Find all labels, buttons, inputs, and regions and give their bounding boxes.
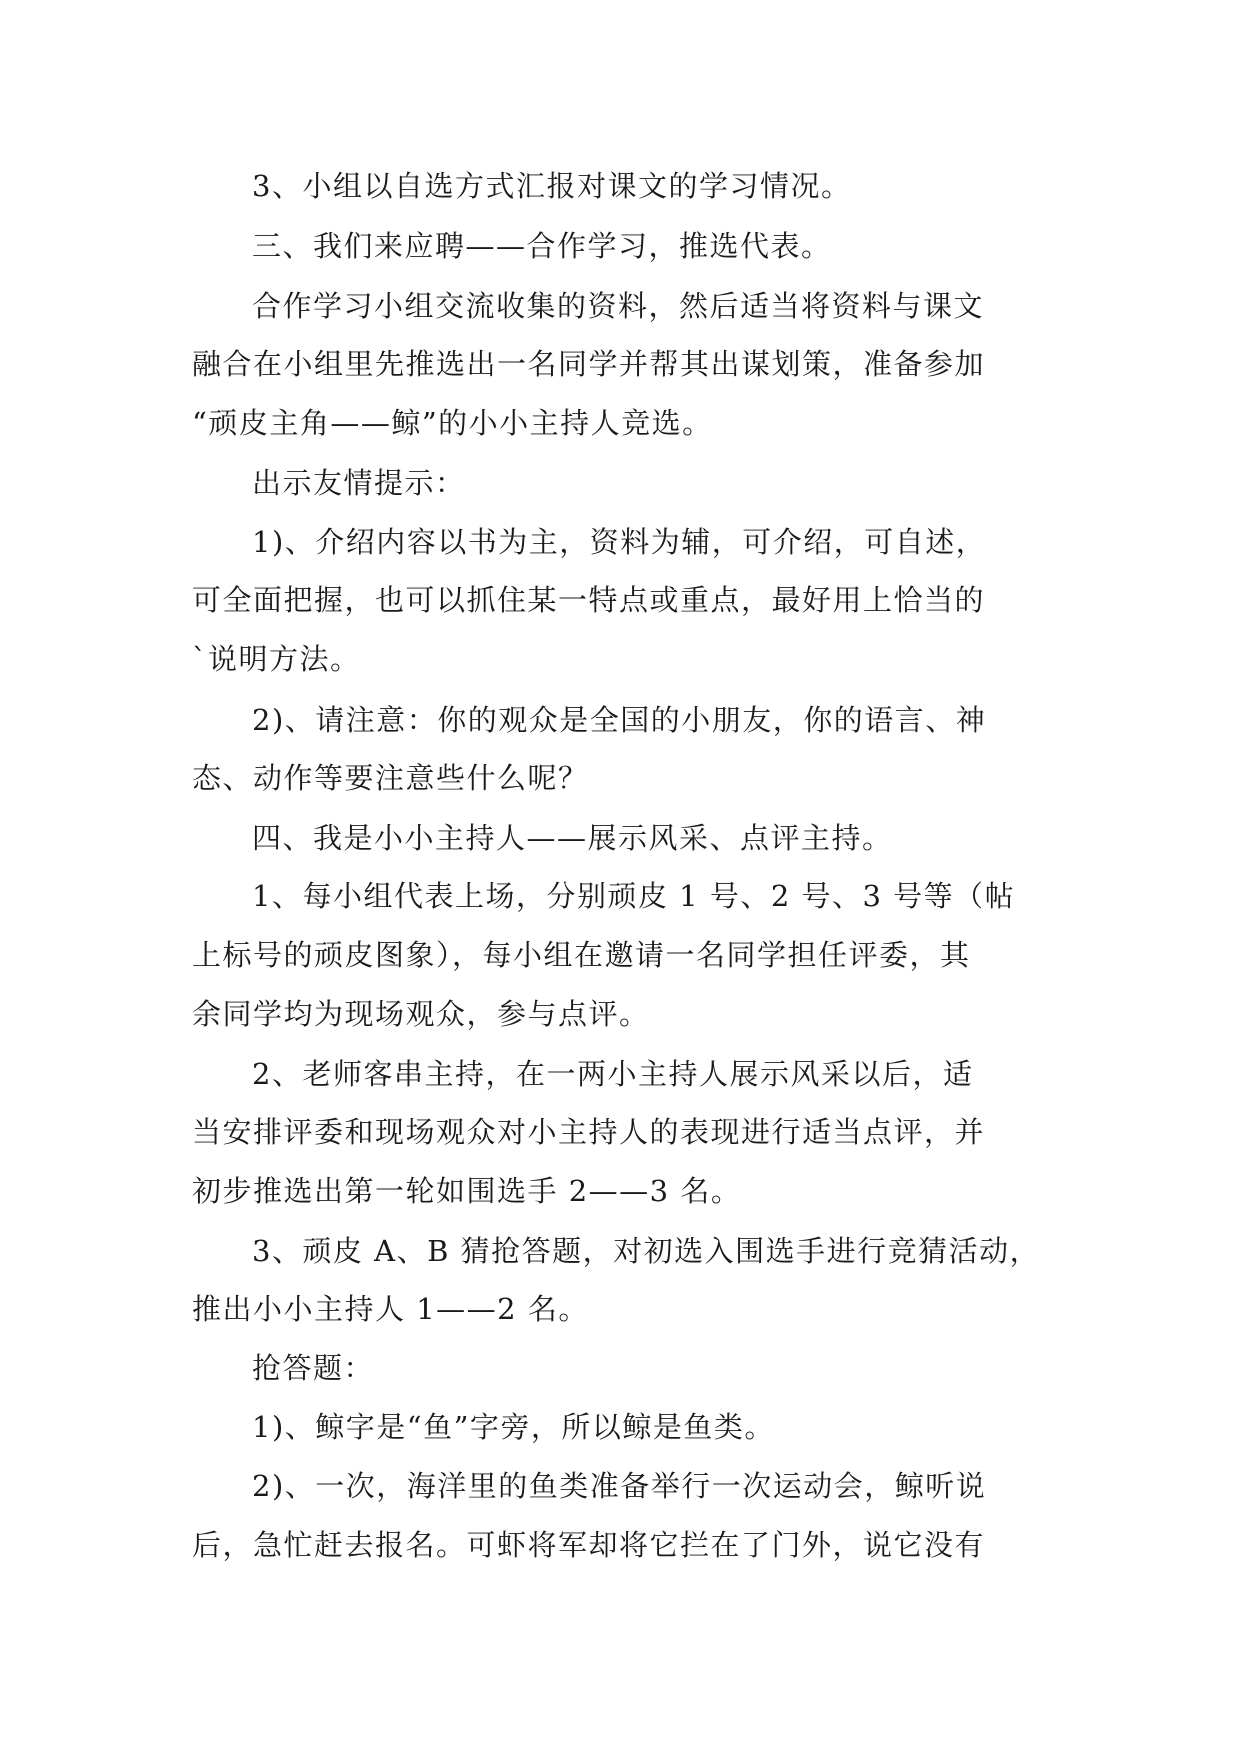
paragraph-line: 1)、介绍内容以书为主，资料为辅，可介绍，可自述， (252, 525, 987, 559)
paragraph-line: 2)、请注意：你的观众是全国的小朋友，你的语言、神 (252, 703, 987, 737)
paragraph-line: 1、每小组代表上场，分别顽皮 1 号、2 号、3 号等（帖 (252, 879, 1016, 913)
paragraph-line: 推出小小主持人 1——2 名。 (192, 1292, 589, 1326)
paragraph-line: 上标号的顽皮图象），每小组在邀请一名同学担任评委，其 (192, 938, 971, 972)
section-heading: 四、我是小小主持人——展示风采、点评主持。 (252, 821, 893, 855)
paragraph-line: 3、顽皮 A、B 猜抢答题，对初选入围选手进行竞猜活动， (252, 1234, 1041, 1268)
paragraph-line: 当安排评委和现场观众对小主持人的表现进行适当点评，并 (192, 1115, 986, 1149)
paragraph-line: 1)、鲸字是“鱼”字旁，所以鲸是鱼类。 (252, 1410, 775, 1444)
section-heading: 三、我们来应聘——合作学习，推选代表。 (252, 229, 832, 263)
paragraph-line: 后，急忙赶去报名。可虾将军却将它拦在了门外，说它没有 (192, 1528, 986, 1562)
paragraph-line: 抢答题： (252, 1351, 375, 1385)
paragraph-line: “顽皮主角——鲸”的小小主持人竞选。 (192, 406, 713, 440)
paragraph-line: 初步推选出第一轮如围选手 2——3 名。 (192, 1174, 742, 1208)
paragraph-line: 出示友情提示： (252, 466, 466, 500)
paragraph-line: 2)、一次，海洋里的鱼类准备举行一次运动会，鲸听说 (252, 1469, 987, 1503)
paragraph-line: 融合在小组里先推选出一名同学并帮其出谋划策，准备参加 (192, 347, 986, 381)
paragraph-line: 余同学均为现场观众，参与点评。 (192, 997, 650, 1031)
paragraph-line: `说明方法。 (192, 642, 361, 676)
paragraph-line: 2、老师客串主持，在一两小主持人展示风采以后，适 (252, 1057, 974, 1091)
paragraph-line: 合作学习小组交流收集的资料，然后适当将资料与课文 (252, 289, 985, 323)
paragraph-line: 态、动作等要注意些什么呢？ (192, 761, 589, 795)
paragraph-line: 可全面把握，也可以抓住某一特点或重点，最好用上恰当的 (192, 583, 986, 617)
paragraph-line: 3、小组以自选方式汇报对课文的学习情况。 (252, 169, 852, 203)
